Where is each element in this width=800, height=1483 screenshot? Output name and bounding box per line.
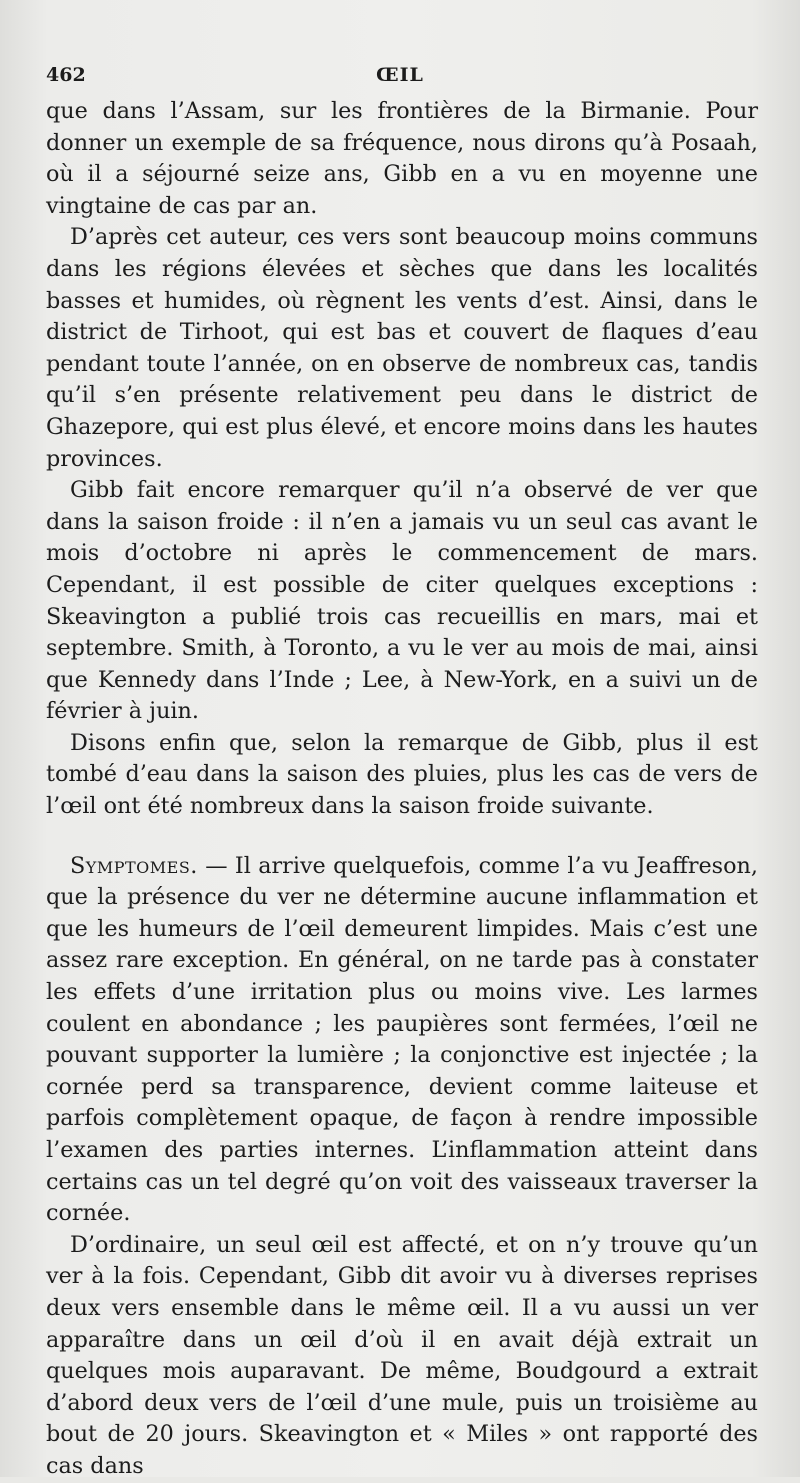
page-body xyxy=(46,96,758,1483)
section-heading: Symptomes. xyxy=(70,852,198,879)
paragraph: Disons enfin que, selon la remarque de Gibb, plus il est tombé d’eau dans la saison des pluies, plus les cas de vers de l’œil ont été nombreux dans la saison froide suivante. xyxy=(46,729,758,820)
page-header xyxy=(46,64,754,96)
paragraph: Gibb fait encore remarquer qu’il n’a observé de ver que dans la saison froide : il n’en a jamais vu un seul cas avant le mois d’octobre ni après le commencement de mars. Cependant, il est possible de citer quelques exceptions : Skeavington a publié trois cas recueillis en mars, mai et septembre. Smith, à Toronto, a vu le ver au mois de mai, ainsi que Kennedy dans l’Inde ; Lee, à New-York, en a suivi un de février à juin. xyxy=(46,477,758,725)
paragraph: D’ordinaire, un seul œil est affecté, et on n’y trouve qu’un ver à la fois. Cependant, Gibb dit avoir vu à diverses reprises deux vers ensemble dans le même œil. Il a vu aussi un ver apparaître dans un œil d’où il en avait déjà extrait un quelques mois auparavant. De même, Boudgourd a extrait d’abord deux vers de l’œil d’une mule, puis un troisième au bout de 20 jours. Skeavington et « Miles » ont rapporté des cas dans xyxy=(46,1231,758,1479)
symptoms-text: — Il arrive quelquefois, comme l’a vu Jeaffreson, que la présence du ver ne détermine aucune inflammation et que les humeurs de l’œil demeurent limpides. Mais c’est une assez rare exception. En général, on ne tarde pas à constater les effets d’une irritation plus ou moins vive. Les larmes coulent en abondance ; les paupières sont fermées, l’œil ne pouvant supporter la lumière ; la conjonctive est injectée ; la cornée perd sa transparence, devient comme laiteuse et parfois complètement opaque, de façon à rendre impossible l’examen des parties internes. L’inflammation atteint dans certains cas un tel degré qu’on voit des vaisseaux traverser la cornée. xyxy=(46,852,758,1227)
page-number: 462 xyxy=(46,64,86,86)
paragraph: D’après cet auteur, ces vers sont beaucoup moins communs dans les régions élevées et sèches que dans les localités basses et humides, où règnent les vents d’est. Ainsi, dans le district de Tirhoot, qui est bas et couvert de flaques d’eau pendant toute l’année, on en observe de nombreux cas, tandis qu’il s’en présente relativement peu dans le district de Ghazepore, qui est plus élevé, et encore moins dans les hautes provinces. xyxy=(46,224,758,472)
running-title: ŒIL xyxy=(376,64,424,86)
section-gap xyxy=(46,823,758,851)
paragraph: que dans l’Assam, sur les frontières de la Birmanie. Pour donner un exemple de sa fréquence, nous dirons qu’à Posaah, où il a séjourné seize ans, Gibb en a vu en moyenne une vingtaine de cas par an. xyxy=(46,98,758,219)
symptoms-paragraph xyxy=(46,851,758,1230)
